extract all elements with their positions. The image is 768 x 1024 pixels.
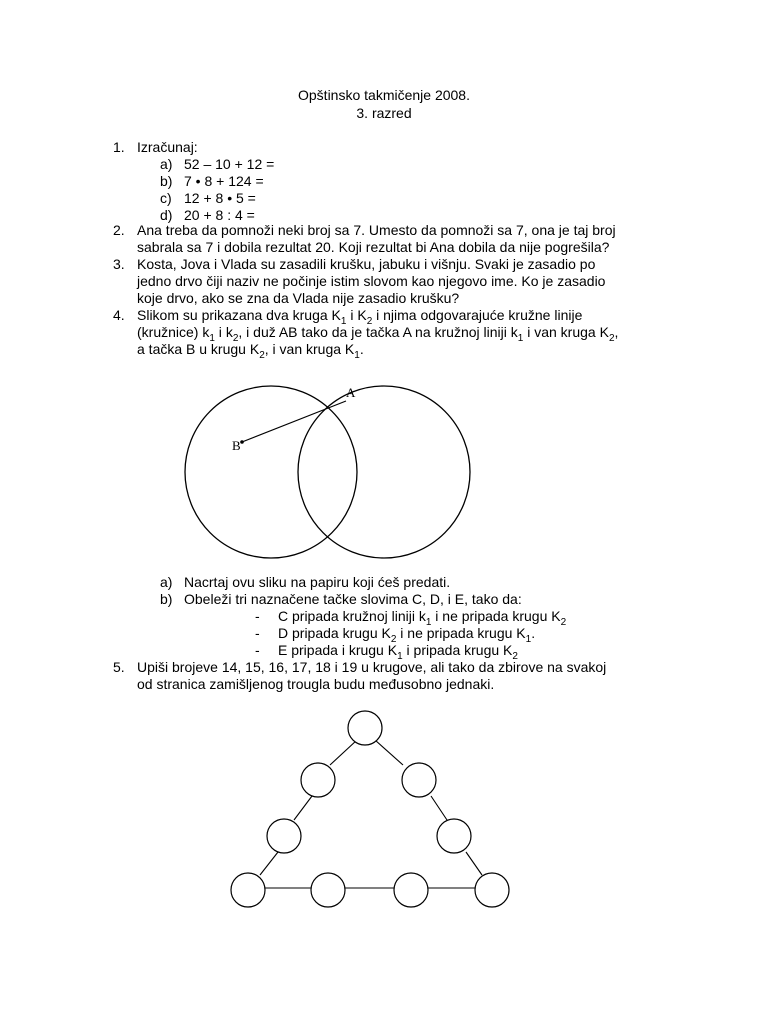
number-circle	[311, 873, 345, 907]
condition-e-dash: -	[255, 642, 260, 658]
problem-4-number: 4.	[113, 307, 125, 323]
problem-2-line-2: sabrala sa 7 i dobila rezultat 20. Koji rezultat bi Ana dobila da nije pogrešila?	[137, 239, 610, 255]
problem-4b-label: b)	[160, 591, 173, 607]
point-b-label: B	[232, 438, 241, 453]
triangle-edge	[294, 796, 312, 820]
problem-4-line-3: a tačka B u krugu $K_2$, i van kruga $K_1$.	[137, 341, 364, 361]
point-a-label: A	[346, 385, 356, 400]
number-circle	[267, 819, 301, 853]
triangle-edge	[260, 852, 278, 875]
number-circle	[437, 819, 471, 853]
number-circle	[394, 873, 428, 907]
circle-k2	[298, 386, 470, 558]
condition-d-dash: -	[255, 625, 260, 641]
problem-1d-expr: 20 + 8 : 4 =	[184, 207, 255, 223]
problem-1d-label: d)	[160, 207, 173, 223]
number-circle	[231, 873, 265, 907]
problem-1b-expr: 7 • 8 + 124 =	[184, 173, 264, 189]
problem-3-number: 3.	[113, 256, 125, 272]
problem-5-line-1: Upiši brojeve 14, 15, 16, 17, 18 i 19 u krugove, ali tako da zbirove na svakoj	[137, 659, 607, 675]
number-circle	[301, 763, 335, 797]
problem-1b-label: b)	[160, 173, 173, 189]
problem-4-line-2: (kružnice) $k_1$ i $k_2$, i duž AB tako da je tačka A na kružnoj liniji $k_1$ i van kruga $K_2$,	[137, 324, 619, 344]
number-circle	[348, 711, 382, 745]
problem-4-line-1: Slikom su prikazana dva kruga $K_1$ i $K_2$ i njima odgovarajuće kružne linije	[137, 307, 583, 327]
problem-3-line-1: Kosta, Jova i Vlada su zasadili krušku, jabuku i višnju. Svaki je zasadio po	[137, 256, 596, 272]
problem-4a-text: Nacrtaj ovu sliku na papiru koji ćeš predati.	[184, 574, 451, 590]
triangle-edge	[431, 796, 447, 820]
condition-c-dash: -	[255, 608, 260, 624]
condition-d-text: D pripada krugu $K_2$ i ne pripada krugu $K_1$.	[278, 625, 536, 645]
condition-e-text: E pripada i krugu $K_1$ i pripada krugu $K_2$	[278, 642, 518, 662]
number-circle	[402, 763, 436, 797]
problem-1-number: 1.	[113, 139, 125, 155]
circles-figure	[170, 375, 490, 575]
triangle-edge	[375, 740, 403, 765]
problem-3-line-3: koje drvo, ako se zna da Vlada nije zasadio krušku?	[137, 290, 460, 306]
problem-2-line-1: Ana treba da pomnoži neki broj sa 7. Umesto da pomnoži sa 7, ona je taj broj	[137, 222, 616, 238]
triangle-edge	[466, 852, 482, 875]
problem-4a-label: a)	[160, 574, 173, 590]
problem-2-number: 2.	[113, 222, 125, 238]
problem-5-line-2: od stranica zamišljenog trougla budu međusobno jednaki.	[137, 676, 495, 692]
problem-5-number: 5.	[113, 659, 125, 675]
point-b-dot	[240, 440, 244, 444]
circle-k1	[185, 386, 357, 558]
number-circle	[475, 873, 509, 907]
page-title: Opštinsko takmičenje 2008.	[298, 87, 470, 103]
condition-c-text: C pripada kružnoj liniji $k_1$ i ne pripada krugu $K_2$	[278, 608, 567, 628]
segment-ab	[242, 401, 346, 442]
problem-1-text: Izračunaj:	[137, 139, 198, 155]
problem-4b-text: Obeleži tri naznačene tačke slovima C, D, i E, tako da:	[184, 591, 522, 607]
triangle-edge	[330, 740, 357, 765]
problem-1c-expr: 12 + 8 • 5 =	[184, 190, 256, 206]
problem-1a-label: a)	[160, 156, 173, 172]
triangle-figure	[220, 700, 520, 920]
problem-1c-label: c)	[160, 190, 172, 206]
problem-3-line-2: jedno drvo čiji naziv ne počinje istim slovom kao njegovo ime. Ko je zasadio	[137, 273, 606, 289]
grade-subtitle: 3. razred	[356, 105, 412, 121]
problem-1a-expr: 52 – 10 + 12 =	[184, 156, 275, 172]
